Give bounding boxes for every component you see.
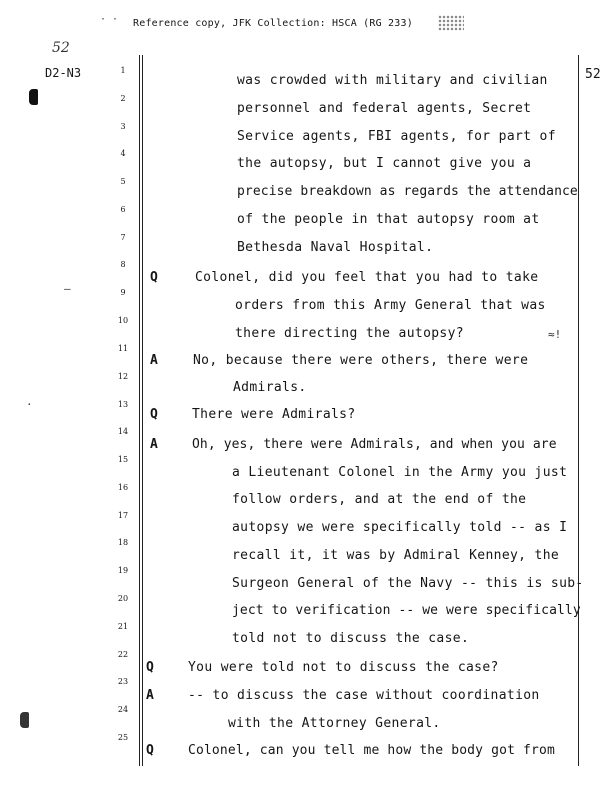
speaker-label: Q [150,407,158,422]
line-number: 24 [117,705,129,714]
left-margin-rule-inner [142,55,143,766]
line-number: 25 [117,733,129,742]
speaker-label: Q [146,743,154,758]
margin-specks: ≈! [548,328,562,341]
line-number: 4 [120,149,126,158]
line-number: 21 [117,622,129,631]
transcript-line: Surgeon General of the Navy -- this is sub- [232,576,584,591]
line-number: 6 [120,205,126,214]
page-number: 52 [585,67,601,82]
line-number: 12 [117,372,129,381]
line-number: 9 [120,288,126,297]
transcript-line: -- to discuss the case without coordination [188,688,540,703]
speaker-label: Q [150,270,158,285]
transcript-line: orders from this Army General that was [235,298,546,313]
speaker-label: A [150,353,158,368]
transcript-line: Colonel, did you feel that you had to take [195,270,539,285]
speaker-label: A [150,437,158,452]
left-punch-hole-bottom [20,712,29,728]
transcript-line: with the Attorney General. [228,716,441,731]
transcript-line: Colonel, can you tell me how the body got from [188,743,555,758]
transcript-line: Bethesda Naval Hospital. [237,240,434,255]
transcript-line: You were told not to discuss the case? [188,660,499,675]
transcript-line: recall it, it was by Admiral Kenney, the [232,548,560,563]
transcript-line: precise breakdown as regards the attendance [237,184,578,199]
line-number: 18 [117,538,129,547]
transcript-line: personnel and federal agents, Secret [237,101,532,116]
transcript-line: was crowded with military and civilian [237,73,548,88]
transcript-line: of the people in that autopsy room at [237,212,540,227]
transcript-line: ject to verification -- we were specifically [232,603,581,618]
line-number: 23 [117,677,129,686]
transcript-line: No, because there were others, there were [193,353,529,368]
transcript-line: Service agents, FBI agents, for part of [237,129,556,144]
line-number: 16 [117,483,129,492]
line-number: 1 [120,66,126,75]
tick-mark: · · [100,14,119,25]
line-number: 7 [120,233,126,242]
line-number: 14 [117,427,129,436]
transcript-line: the autopsy, but I cannot give you a [237,156,532,171]
file-id: D2-N3 [45,66,82,80]
speaker-label: Q [146,660,154,675]
line-number: 5 [120,177,126,186]
transcript-line: Admirals. [233,380,307,395]
line-number: 3 [120,122,126,131]
margin-speck: · [26,398,33,411]
right-margin-rule [578,55,579,766]
transcript-line: Oh, yes, there were Admirals, and when you are [192,437,557,452]
line-number: 13 [117,400,129,409]
line-number: 10 [117,316,129,325]
margin-dash: — [64,282,71,295]
transcript-line: follow orders, and at the end of the [232,492,527,507]
line-number: 2 [120,94,126,103]
header-reference: Reference copy, JFK Collection: HSCA (RG 233) [133,18,413,29]
transcript-line: there directing the autopsy? [235,326,464,341]
line-number: 20 [117,594,129,603]
transcript-line: told not to discuss the case. [232,631,470,646]
transcript-line: autopsy we were specifically told -- as I [232,520,568,535]
transcript-line: There were Admirals? [192,407,356,422]
handwritten-page-number: 52 [52,40,70,56]
left-margin-rule [139,55,140,766]
line-number: 15 [117,455,129,464]
left-punch-hole-top [29,89,38,105]
speaker-label: A [146,688,154,703]
line-number: 11 [117,344,129,353]
line-number: 19 [117,566,129,575]
line-number: 22 [117,650,129,659]
line-number: 8 [120,260,126,269]
transcript-line: a Lieutenant Colonel in the Army you just [232,465,568,480]
line-number: 17 [117,511,129,520]
stamp-blot [438,15,464,31]
